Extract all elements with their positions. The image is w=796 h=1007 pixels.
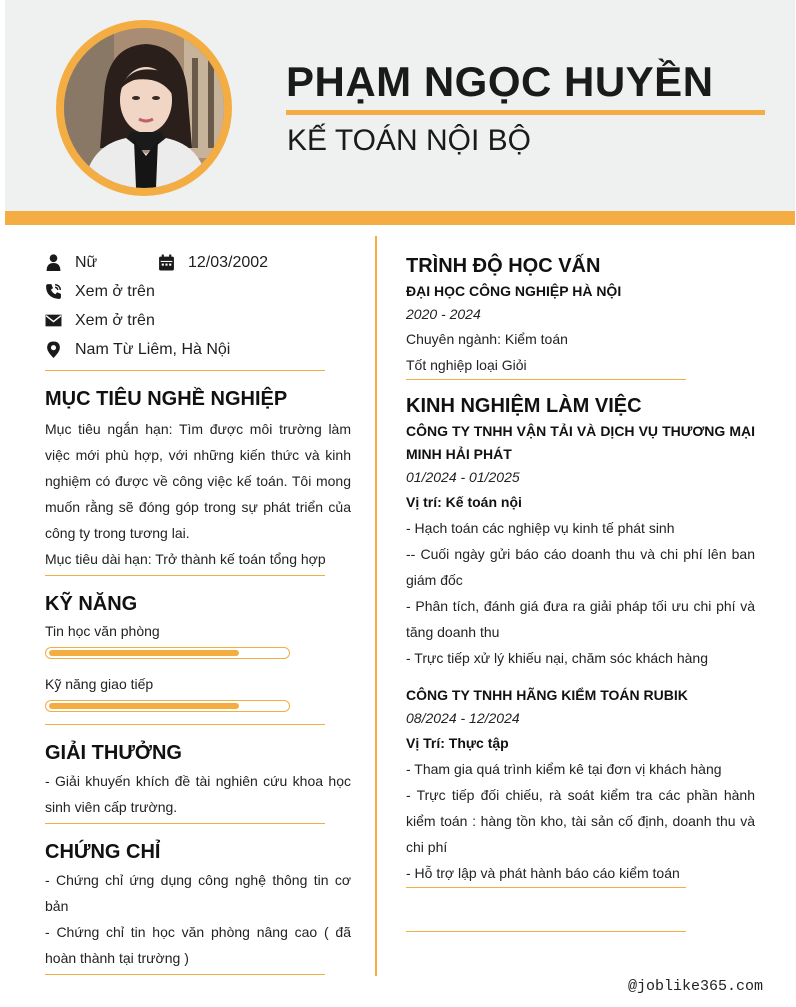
skills-title: KỸ NĂNG (45, 593, 138, 615)
portrait-photo-icon (64, 28, 224, 188)
profile-role: KẾ TOÁN NỘI BỘ (287, 124, 531, 157)
section-divider (45, 724, 325, 725)
awards-text: - Giải khuyến khích đề tài nghiên cứu khoa học sinh viên cấp trường. (45, 773, 351, 815)
job-period: 08/2024 - 12/2024 (406, 710, 520, 726)
job-company: CÔNG TY TNHH VẬN TẢI VÀ DỊCH VỤ THƯƠNG MẠI MINH HẢI PHÁT (406, 423, 755, 462)
objective-title: MỤC TIÊU NGHỀ NGHIỆP (45, 388, 288, 410)
section-divider (45, 974, 325, 975)
job-duty: - Tham gia quá trình kiểm kê tại đơn vị khách hàng (406, 761, 722, 777)
calendar-icon (158, 254, 175, 271)
job-entry (406, 684, 755, 886)
contact-gender-birthday (45, 248, 351, 277)
job-duty: - Phân tích, đánh giá đưa ra giải pháp tối ưu chi phí và tăng doanh thu (406, 598, 755, 640)
section-divider (406, 379, 686, 380)
education-school: ĐẠI HỌC CÔNG NGHIỆP HÀ NỘI (406, 283, 622, 299)
job-duty: - Hạch toán các nghiệp vụ kinh tế phát sinh (406, 520, 675, 536)
job-duty: - Trực tiếp đối chiếu, rà soát kiểm tra các phần hành kiểm toán : hàng tồn kho, tài sản cố định, doanh thu và chi phí (406, 787, 755, 855)
section-divider (45, 575, 325, 576)
certificates-title: CHỨNG CHỈ (45, 841, 161, 863)
education-title: TRÌNH ĐỘ HỌC VẤN (406, 255, 601, 277)
right-column (406, 252, 755, 932)
skill-item (45, 674, 351, 712)
objective-short: Mục tiêu ngắn hạn: Tìm được môi trường làm việc mới phù hợp, với những kiến thức và kinh nghiệm có được về công việc kế toán. Tôi mong muốn rằng sẽ đóng góp trong sự phát triển của công ty trong tương lai. (45, 421, 351, 541)
header-accent-bar (5, 211, 795, 225)
awards-title: GIẢI THƯỞNG (45, 742, 182, 764)
contact-address (45, 335, 351, 364)
location-pin-icon (45, 341, 62, 358)
skill-label: Kỹ năng giao tiếp (45, 676, 154, 692)
education-major: Chuyên ngành: Kiểm toán (406, 331, 568, 347)
job-duty: - Hỗ trợ lập và phát hành báo cáo kiểm toán (406, 865, 680, 881)
job-company: CÔNG TY TNHH HÃNG KIỂM TOÁN RUBIK (406, 687, 688, 703)
contact-email (45, 306, 351, 335)
name-underline (286, 110, 765, 115)
job-period: 01/2024 - 01/2025 (406, 469, 520, 485)
certificate-item: - Chứng chỉ tin học văn phòng nâng cao ( đã hoàn thành tại trường ) (45, 924, 351, 966)
email-value: Xem ở trên (75, 312, 155, 329)
section-divider (45, 370, 325, 371)
gender-value: Nữ (75, 254, 98, 271)
person-icon (45, 254, 62, 271)
left-column (45, 248, 351, 975)
objective-long: Mục tiêu dài hạn: Trở thành kế toán tổng hợp (45, 551, 326, 567)
job-position: Vị Trí: Thực tập (406, 735, 509, 751)
education-period: 2020 - 2024 (406, 306, 481, 322)
avatar (64, 28, 224, 188)
experience-title: KINH NGHIỆM LÀM VIỆC (406, 395, 642, 417)
job-entry (406, 420, 755, 671)
education-grade: Tốt nghiệp loại Giỏi (406, 357, 527, 373)
profile-name: PHẠM NGỌC HUYỀN (286, 58, 714, 105)
phone-icon (45, 283, 62, 300)
envelope-icon (45, 312, 62, 329)
skill-bar (45, 647, 290, 659)
address-value: Nam Từ Liêm, Hà Nội (75, 341, 231, 358)
phone-value: Xem ở trên (75, 283, 155, 300)
skill-item (45, 621, 351, 659)
contact-phone (45, 277, 351, 306)
job-position: Vị trí: Kế toán nội (406, 494, 522, 510)
job-duty: - Trực tiếp xử lý khiếu nại, chăm sóc khách hàng (406, 650, 708, 666)
footer-watermark: @joblike365.com (628, 978, 764, 995)
skill-bar-fill (49, 703, 239, 709)
section-divider (45, 823, 325, 824)
skill-bar-fill (49, 650, 239, 656)
skill-bar (45, 700, 290, 712)
certificate-item: - Chứng chỉ ứng dụng công nghệ thông tin cơ bản (45, 872, 351, 914)
section-divider (406, 931, 686, 932)
birthday-value: 12/03/2002 (188, 254, 269, 271)
column-divider (375, 236, 377, 976)
job-duty: -- Cuối ngày gửi báo cáo doanh thu và chi phí lên ban giám đốc (406, 546, 755, 588)
skill-label: Tin học văn phòng (45, 623, 160, 639)
section-divider (406, 887, 686, 888)
